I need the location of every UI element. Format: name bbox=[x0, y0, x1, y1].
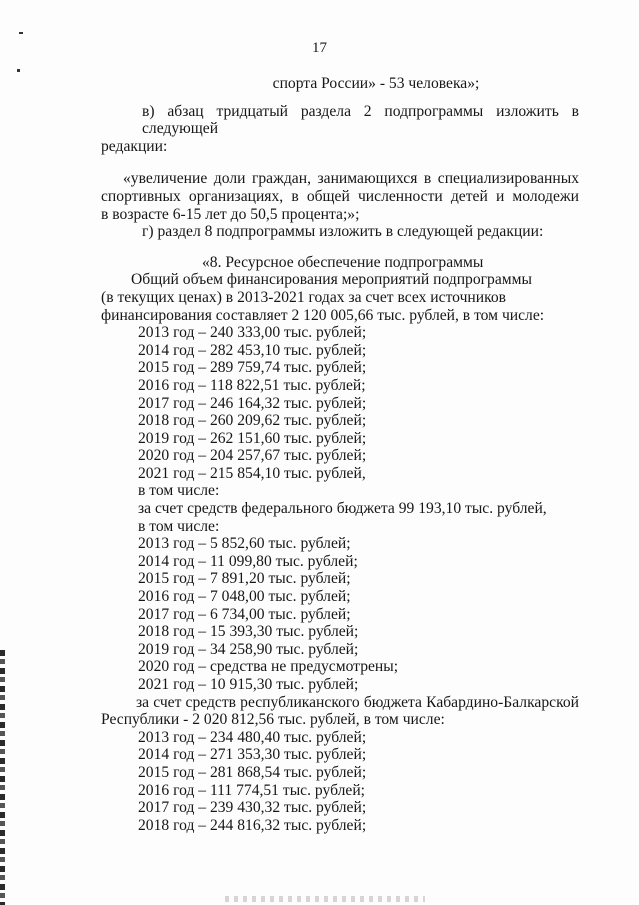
year-amount-line: 2019 год – 34 258,90 тыс. рублей; bbox=[138, 640, 359, 658]
federal-funding-list bbox=[101, 535, 579, 693]
year-amount-line: 2015 год – 289 759,74 тыс. рублей; bbox=[138, 359, 367, 377]
paragraph-line: Общий объем финансирования мероприятий подпрограммы bbox=[131, 271, 532, 289]
year-amount-line: 2013 год – 5 852,60 тыс. рублей; bbox=[138, 535, 351, 553]
year-amount-line: 2016 год – 111 774,51 тыс. рублей; bbox=[138, 781, 365, 799]
year-amount-line: 2015 год – 281 868,54 тыс. рублей; bbox=[138, 763, 367, 781]
page-number: 17 bbox=[312, 40, 327, 56]
year-amount-line: 2016 год – 118 822,51 тыс. рублей; bbox=[138, 376, 366, 394]
year-amount-line: 2014 год – 11 099,80 тыс. рублей; bbox=[138, 552, 358, 570]
year-amount-line: 2018 год – 260 209,62 тыс. рублей; bbox=[138, 412, 367, 430]
quote-line2: спортивных организациях, в общей численности детей и молодежи bbox=[101, 187, 579, 205]
year-amount-line: 2019 год – 262 151,60 тыс. рублей; bbox=[138, 429, 367, 447]
text-line: спорта России» - 53 человека»; bbox=[272, 75, 480, 92]
year-amount-line: 2017 год – 239 430,32 тыс. рублей; bbox=[138, 799, 367, 817]
including-label: в том числе: bbox=[138, 482, 220, 500]
item-g-line: г) раздел 8 подпрограммы изложить в следующей редакции: bbox=[142, 223, 544, 241]
quote-line1: «увеличение доли граждан, занимающихся в специализированных bbox=[123, 170, 579, 188]
year-amount-line: 2013 год – 240 333,00 тыс. рублей; bbox=[138, 324, 367, 342]
scan-bottom-artifact bbox=[225, 896, 425, 902]
scan-artifact-mark bbox=[17, 69, 20, 72]
year-amount-line: 2016 год – 7 048,00 тыс. рублей; bbox=[138, 588, 351, 606]
paragraph-line: (в текущих ценах) в 2013-2021 годах за счет всех источников bbox=[101, 288, 507, 306]
item-v-line2: редакции: bbox=[101, 137, 168, 155]
quote-line3: в возрасте 6-15 лет до 50,5 процента;»; bbox=[101, 205, 360, 223]
spacer bbox=[101, 241, 579, 254]
republic-funding-list bbox=[101, 729, 579, 835]
document-body bbox=[101, 75, 579, 834]
year-amount-line: 2017 год – 6 734,00 тыс. рублей; bbox=[138, 605, 351, 623]
federal-budget-line: за счет средств федерального бюджета 99 193,10 тыс. рублей, bbox=[138, 500, 547, 518]
section-heading: «8. Ресурсное обеспечение подпрограммы bbox=[202, 253, 484, 271]
year-amount-line: 2020 год – средства не предусмотрены; bbox=[138, 658, 399, 676]
year-amount-line: 2018 год – 15 393,30 тыс. рублей; bbox=[138, 623, 359, 641]
spacer bbox=[101, 155, 579, 170]
paragraph-line: финансирования составляет 2 120 005,66 тыс. рублей, в том числе: bbox=[101, 306, 545, 324]
republic-budget-line2: Республики - 2 020 812,56 тыс. рублей, в том числе: bbox=[101, 711, 445, 729]
year-amount-line: 2014 год – 271 353,30 тыс. рублей; bbox=[138, 746, 367, 764]
year-amount-line: 2015 год – 7 891,20 тыс. рублей; bbox=[138, 570, 351, 588]
scan-artifact-mark bbox=[19, 32, 23, 34]
republic-budget-line1: за счет средств республиканского бюджета Кабардино-Балкарской bbox=[136, 693, 579, 711]
year-amount-line: 2014 год – 282 453,10 тыс. рублей; bbox=[138, 341, 367, 359]
year-amount-line: 2021 год – 215 854,10 тыс. рублей, bbox=[138, 464, 366, 482]
year-amount-line: 2021 год – 10 915,30 тыс. рублей; bbox=[138, 676, 359, 693]
including-label: в том числе: bbox=[138, 517, 220, 535]
scan-edge-strip bbox=[0, 650, 5, 905]
item-v-line1: в) абзац тридцатый раздела 2 подпрограммы изложить в следующей bbox=[142, 102, 579, 138]
year-amount-line: 2018 год – 244 816,32 тыс. рублей; bbox=[138, 816, 367, 834]
year-amount-line: 2013 год – 234 480,40 тыс. рублей; bbox=[138, 728, 367, 746]
year-amount-line: 2020 год – 204 257,67 тыс. рублей; bbox=[138, 447, 367, 465]
year-amount-line: 2017 год – 246 164,32 тыс. рублей; bbox=[138, 394, 367, 412]
total-funding-list bbox=[101, 324, 579, 482]
